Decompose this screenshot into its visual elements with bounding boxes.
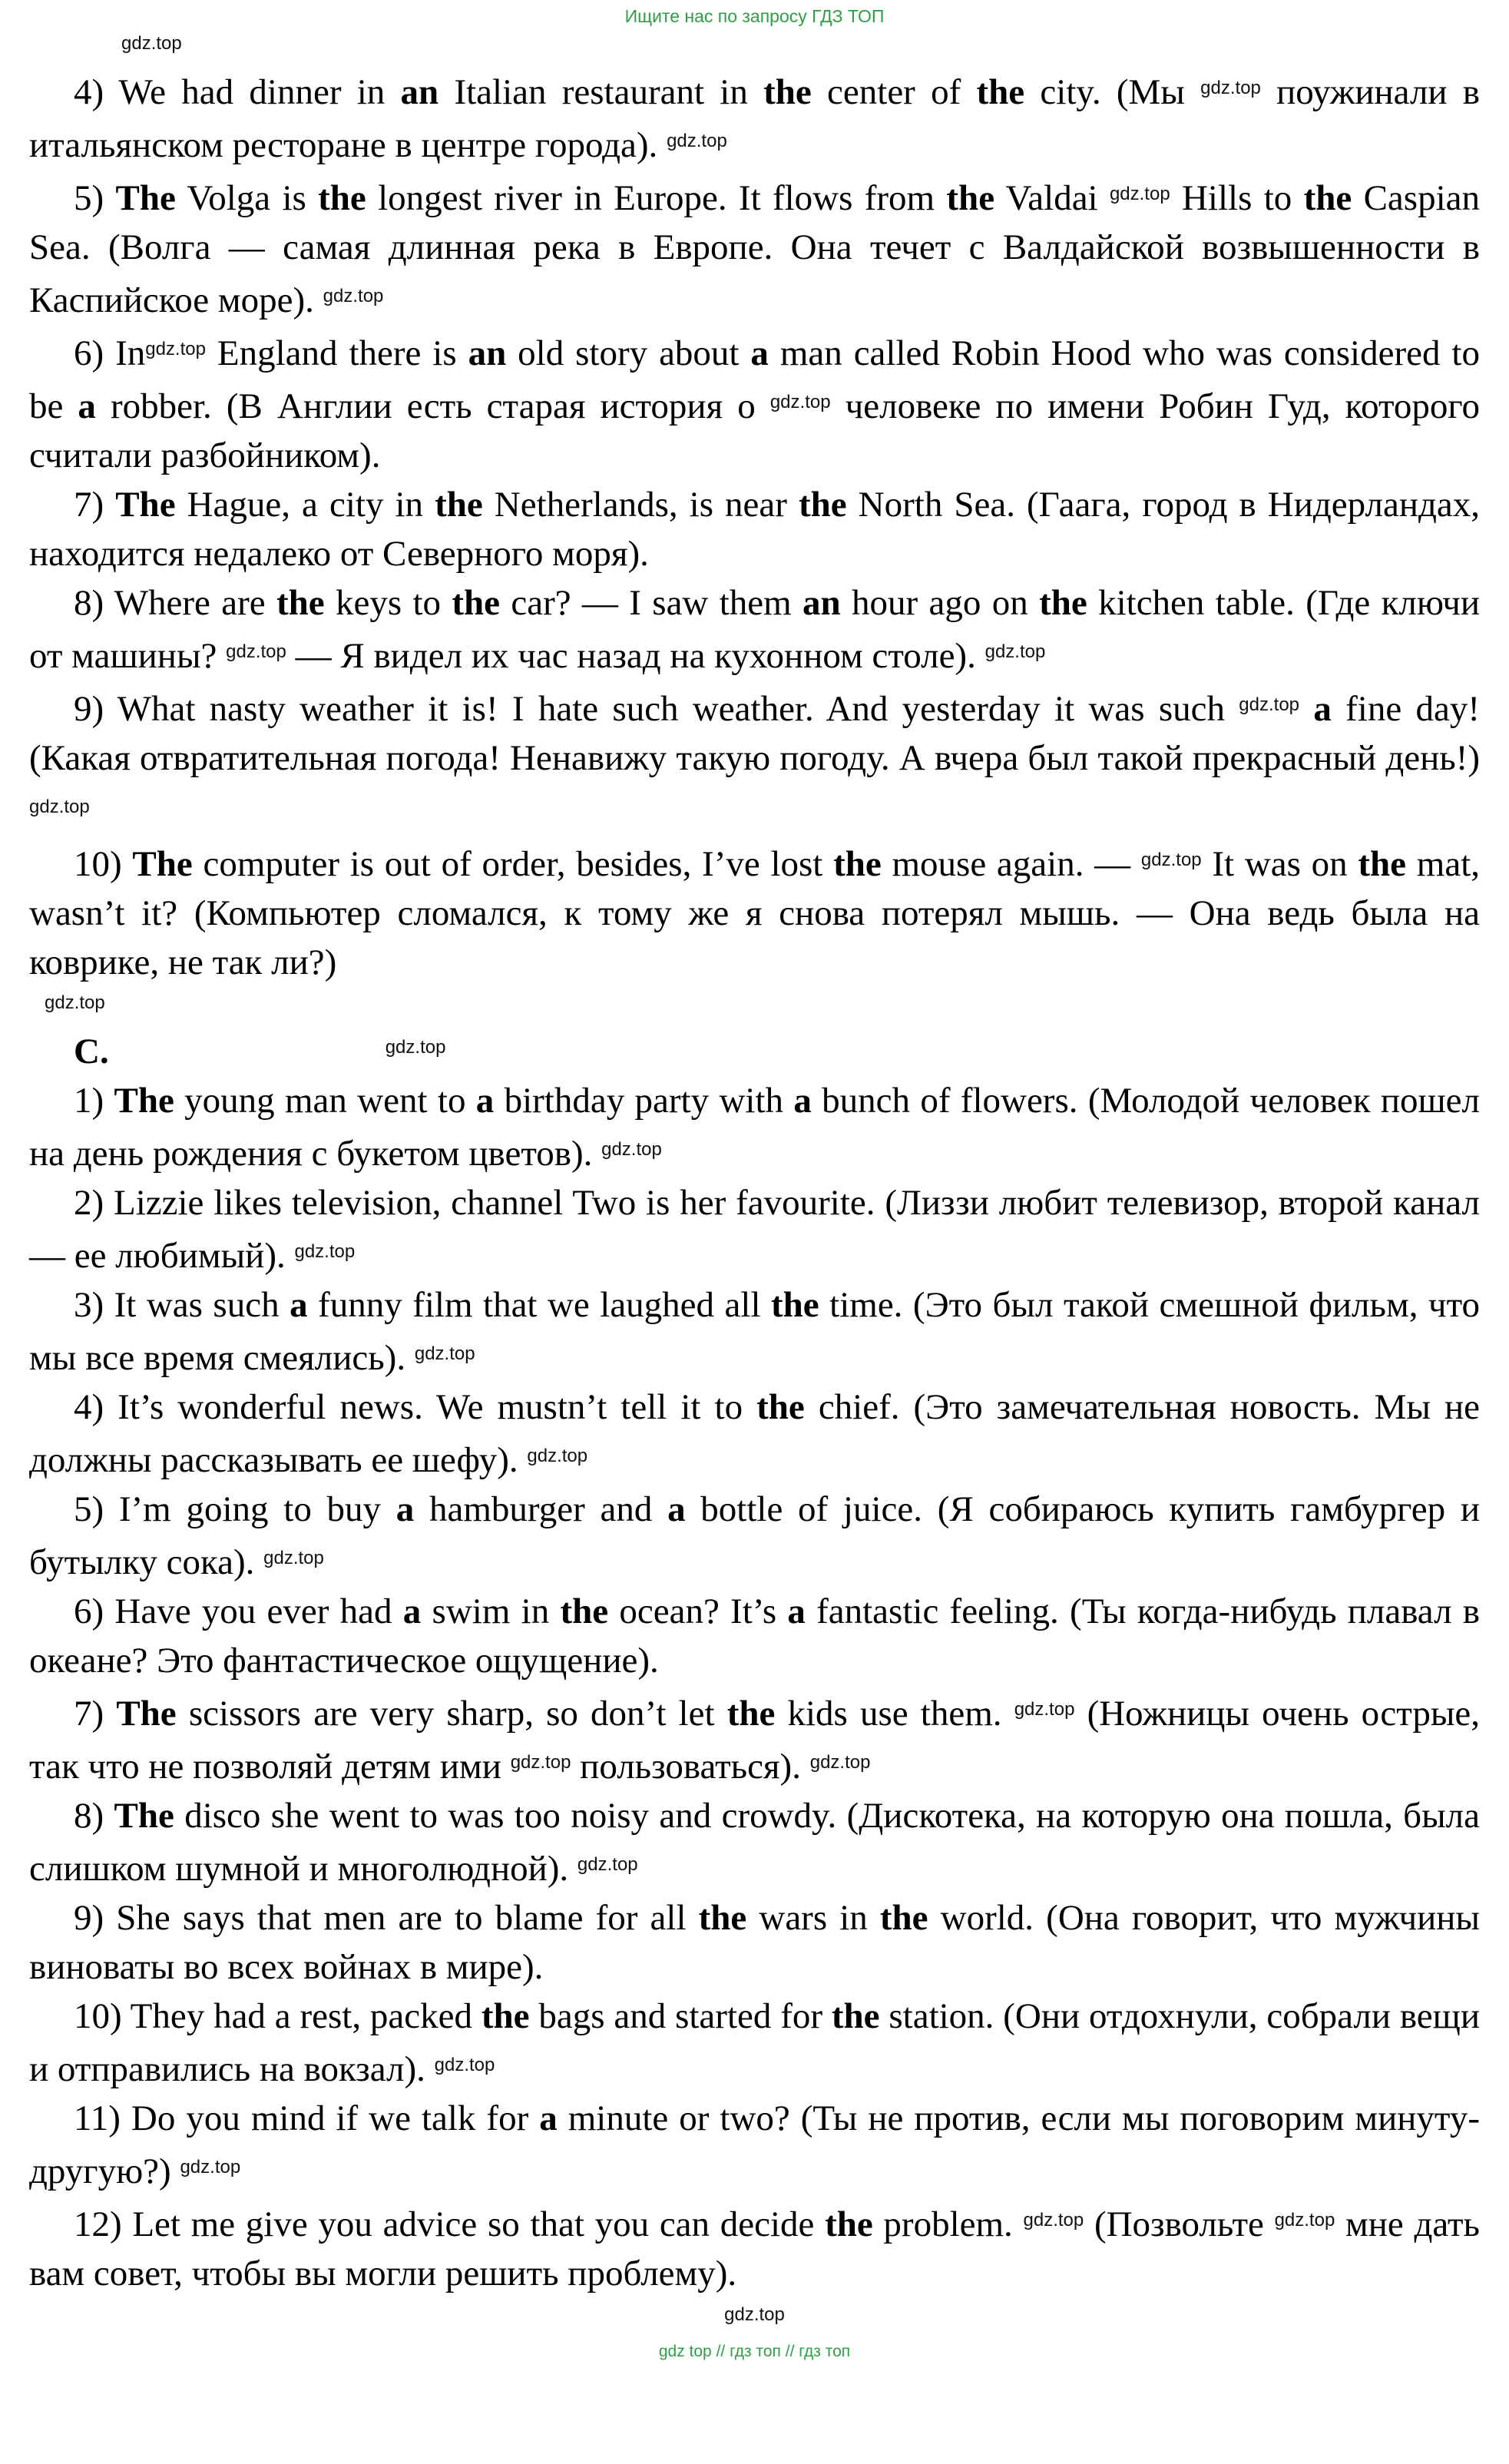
bold-article: The (116, 1694, 177, 1734)
text-run: человеке по имени Робин Гуд, которого считали разбойником). (29, 386, 1480, 475)
section-c-heading (29, 1023, 1480, 1076)
bold-article: a (395, 1489, 415, 1529)
item-b8 (29, 578, 1480, 681)
text-run: 5) (74, 178, 116, 218)
text-run: hour ago on (840, 583, 1040, 623)
bold-article: the (1303, 178, 1352, 218)
text-run: 6) Have you ever had (74, 1591, 403, 1631)
bold-article: the (763, 72, 812, 112)
item-c3 (29, 1280, 1480, 1383)
text-run: 8) Where are (74, 583, 276, 623)
text-run: robber. (В Англии есть старая история о (95, 386, 770, 426)
text-run: 2) Lizzie likes television, channel Two is her favourite. (Лиззи любит телевизор, второй канал — ее любимый). (29, 1183, 1480, 1276)
text-run: 10) (74, 844, 133, 884)
text-run: chief. (Это замечательная новость. Мы не должны рассказывать ее шефу). (29, 1387, 1480, 1480)
promo-note-top: Ищите нас по запросу ГДЗ ТОП (624, 6, 885, 26)
item-c12 (29, 2196, 1480, 2298)
watermark-text: gdz.top (1200, 78, 1261, 98)
text-run: 7) (74, 485, 116, 525)
bold-article: the (825, 2204, 873, 2244)
item-b6 (29, 325, 1480, 480)
text-run: England there is (205, 333, 468, 373)
watermark-text: gdz.top (1239, 694, 1300, 715)
watermark-text: gdz.top (510, 1752, 571, 1773)
text-run (1299, 689, 1313, 729)
watermark-line-bottom (29, 2298, 1480, 2336)
watermark-text: gdz.top (1014, 1699, 1075, 1720)
text-run: disco she went to was too noisy and crowdy. (Дискотека, на которую она пошла, была слишком шумной и многолюдной). (29, 1796, 1480, 1889)
bold-article: the (1358, 844, 1407, 884)
bold-article: The (114, 1796, 174, 1836)
watermark-text: gdz.top (294, 1241, 356, 1262)
text-run: Caspian Sea. (Волга — самая длинная река в Европе. Она течет с Валдайской возвышенности в Каспийское море). (29, 178, 1481, 320)
text-run: 6) In (74, 333, 146, 373)
text-run: 3) It was such (74, 1285, 290, 1325)
text-run: center of (811, 72, 977, 112)
text-run: 1) (74, 1081, 114, 1121)
watermark-text: gdz.top (527, 1446, 588, 1466)
text-run: mouse again. — (881, 844, 1141, 884)
text-run: world. (Она говорит, что мужчины виноваты во всех войнах в мире). (29, 1898, 1480, 1987)
watermark-text: gdz.top (724, 2304, 785, 2325)
bold-article: a (793, 1081, 812, 1121)
bold-article: a (539, 2098, 558, 2138)
watermark-text: gdz.top (385, 1037, 446, 1058)
text-run: bags and started for (529, 1996, 832, 2036)
text-run: time. (Это был такой смешной фильм, что мы все время смеялись). (29, 1285, 1480, 1378)
bold-article: a (78, 386, 96, 426)
bold-article: a (290, 1285, 308, 1325)
text-run: Italian restaurant in (438, 72, 764, 112)
text-run: поужинали в итальянском ресторане в центре города). (29, 72, 1481, 165)
text-run: Hague, a city in (175, 485, 435, 525)
text-run: (Позвольте (1084, 2204, 1275, 2244)
bold-article: the (946, 178, 995, 218)
text-run: (Ножницы очень острые, так что не позволяй детям ими (29, 1694, 1481, 1787)
item-c8 (29, 1791, 1480, 1893)
text-run: bottle of juice. (Я собираюсь купить гамбургер и бутылку сока). (29, 1489, 1480, 1582)
text-run: fantastic feeling. (Ты когда-нибудь плавал в океане? Это фантастическое ощущение). (29, 1591, 1480, 1681)
bold-article: The (132, 844, 193, 884)
text-run: пользоваться). (571, 1747, 810, 1787)
item-c4 (29, 1383, 1480, 1485)
item-b10 (29, 836, 1480, 987)
bold-article: the (976, 72, 1025, 112)
text-run: 10) They had a rest, packed (74, 1996, 481, 2036)
bold-article: an (468, 333, 507, 373)
bold-article: the (560, 1591, 609, 1631)
watermark-text: gdz.top (769, 392, 831, 412)
text-run: Volga is (175, 178, 319, 218)
item-c11 (29, 2094, 1480, 2196)
bold-article: the (698, 1898, 747, 1938)
watermark-text: gdz.top (809, 1752, 871, 1773)
text-run: 12) Let me give you advice so that you can decide (74, 2204, 826, 2244)
text-run: 5) I’m going to buy (74, 1489, 396, 1529)
watermark-text: gdz.top (180, 2157, 241, 2178)
watermark-text: gdz.top (1274, 2210, 1335, 2231)
watermark-text: gdz.top (45, 992, 105, 1013)
bold-article: a (1313, 689, 1332, 729)
text-run: 9) What nasty weather it is! I hate such weather. And yesterday it was such (74, 689, 1239, 729)
text-run: swim in (421, 1591, 561, 1631)
bold-article: the (276, 583, 325, 623)
text-run: longest river in Europe. It flows from (366, 178, 947, 218)
item-c10 (29, 1992, 1480, 2094)
bold-article: The (115, 178, 176, 218)
watermark-text: gdz.top (323, 286, 384, 306)
text-run: 4) It’s wonderful news. We mustn’t tell it to (74, 1387, 757, 1427)
bold-article: the (726, 1694, 776, 1734)
watermark-text: gdz.top (121, 33, 182, 54)
text-run: city. (Мы (1024, 72, 1201, 112)
watermark-text: gdz.top (414, 1343, 475, 1364)
bold-article: the (318, 178, 366, 218)
text-run: 7) (74, 1694, 117, 1734)
text-run: car? — I saw them (500, 583, 803, 623)
bold-article: a (402, 1591, 422, 1631)
bold-article: the (452, 583, 501, 623)
text-run: man called Robin Hood who was considered to be (29, 333, 1480, 426)
text-run: bunch of flowers. (Молодой человек пошел на день рождения с букетом цветов). (29, 1081, 1481, 1174)
watermark-text: gdz.top (29, 796, 90, 817)
text-run: problem. (872, 2204, 1024, 2244)
bold-article: a (750, 333, 769, 373)
text-run: minute or two? (Ты не против, если мы поговорим минуту-другую?) (29, 2098, 1480, 2191)
item-c2 (29, 1178, 1480, 1280)
text-run: station. (Они отдохнули, собрали вещи и отправились на вокзал). (29, 1996, 1480, 2089)
bold-article: The (114, 1081, 174, 1121)
bold-article: the (771, 1285, 819, 1325)
item-b9 (29, 681, 1480, 836)
watermark-text: gdz.top (226, 641, 286, 662)
text-run: 9) She says that men are to blame for all (74, 1898, 699, 1938)
watermark-text: gdz.top (1023, 2210, 1084, 2231)
watermark-line-mid (29, 987, 1480, 1023)
text-run: funny film that we laughed all (307, 1285, 771, 1325)
bold-article: a (667, 1489, 686, 1529)
bold-article: an (400, 72, 439, 112)
bold-article: The (115, 485, 176, 525)
watermark-text: gdz.top (667, 131, 727, 151)
watermark-text: gdz.top (1109, 184, 1170, 204)
bold-article: the (831, 1996, 880, 2036)
text-run: It was on (1201, 844, 1358, 884)
text-run: birthday party with (494, 1081, 794, 1121)
text-run: 11) Do you mind if we talk for (74, 2098, 540, 2138)
watermark-text: gdz.top (1140, 849, 1202, 870)
item-b5 (29, 170, 1480, 325)
watermark-text: gdz.top (577, 1854, 638, 1875)
item-b4 (29, 64, 1480, 170)
watermark-text: gdz.top (984, 641, 1046, 662)
watermark-text: gdz.top (263, 1548, 324, 1568)
watermark-text: gdz.top (601, 1139, 662, 1160)
text-run: ocean? It’s (608, 1591, 788, 1631)
text-run: wars in (746, 1898, 880, 1938)
text-run: hamburger and (414, 1489, 668, 1529)
text-run: scissors are very sharp, so don’t let (176, 1694, 727, 1734)
bold-article: the (879, 1898, 928, 1938)
text-run: North Sea. (Гаага, город в Нидерландах, находится недалеко от Северного моря). (29, 485, 1481, 574)
text-run: kitchen table. (Где ключи от машины? (29, 583, 1480, 676)
text-run: — Я видел их час назад на кухонном столе). (286, 636, 985, 676)
bold-article: the (798, 485, 847, 525)
promo-note-bottom: gdz top // гдз топ // гдз топ (658, 2343, 851, 2360)
watermark-text: gdz.top (434, 2055, 495, 2075)
watermark-text: gdz.top (145, 339, 206, 359)
text-run: Hills to (1170, 178, 1304, 218)
item-b7 (29, 480, 1480, 578)
text-run: Netherlands, is near (482, 485, 799, 525)
item-c7 (29, 1685, 1480, 1791)
item-c5 (29, 1485, 1480, 1587)
text-run: Valdai (994, 178, 1110, 218)
item-c1 (29, 1076, 1480, 1178)
watermark-line-top (29, 28, 1480, 64)
bold-article: С. (74, 1032, 109, 1071)
bold-article: a (787, 1591, 806, 1631)
text-run: 4) We had dinner in (74, 72, 401, 112)
bold-article: the (1039, 583, 1087, 623)
bold-article: an (802, 583, 841, 623)
bold-article: a (475, 1081, 495, 1121)
document-body (29, 28, 1480, 2336)
text-run: young man went to (174, 1081, 476, 1121)
bold-article: the (756, 1387, 805, 1427)
text-run: mat, wasn’t it? (Компьютер сломался, к тому же я снова потерял мышь. — Она ведь была на коврике, не так ли?) (29, 844, 1481, 982)
item-c9 (29, 1893, 1480, 1992)
text-run: kids use them. (775, 1694, 1014, 1734)
bold-article: the (435, 485, 483, 525)
bold-article: the (481, 1996, 530, 2036)
text-run: 8) (74, 1796, 114, 1836)
text-run: fine day! (Какая отвратительная погода! Ненавижу такую погоду. А вчера был такой прекрасный день!) (29, 689, 1480, 778)
text-run: мне дать вам совет, чтобы вы могли решить проблему). (29, 2204, 1480, 2293)
text-run: keys to (324, 583, 452, 623)
text-run: computer is out of order, besides, I’ve lost (192, 844, 834, 884)
text-run: old story about (506, 333, 751, 373)
bold-article: the (833, 844, 882, 884)
item-c6 (29, 1587, 1480, 1685)
